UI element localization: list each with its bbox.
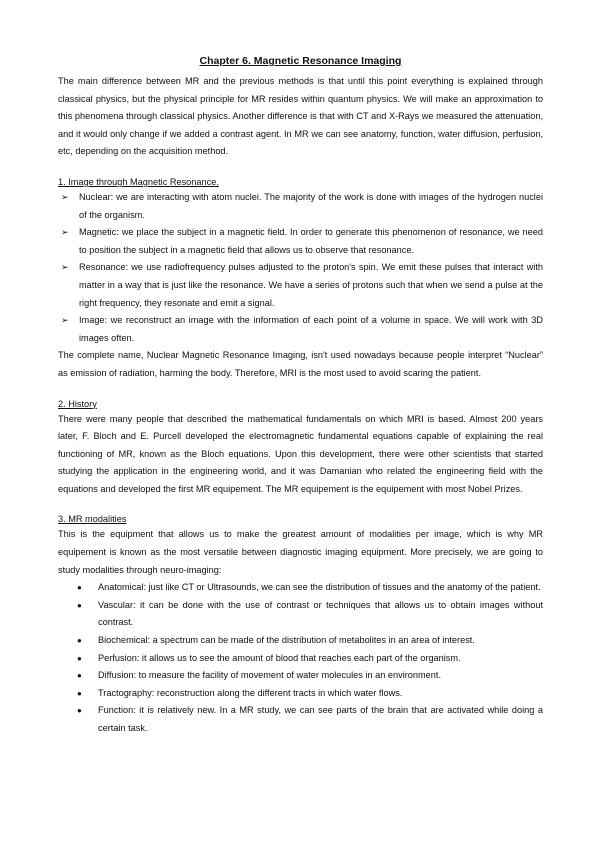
section-3-list [58,579,543,737]
arrow-bullet-icon: ➢ [61,191,69,202]
list-item: ● Anatomical: just like CT or Ultrasounds, we can see the distribution of tissues and the anatomy of the patient. [58,579,543,597]
section-3-heading: 3. MR modalities [58,514,127,525]
dot-bullet-icon: ● [77,653,82,663]
list-item: ➢ Image: we reconstruct an image with the information of each point of a volume in space. We will work with 3D images often. [58,312,543,347]
dot-bullet-icon: ● [77,600,82,610]
section-2-body: There were many people that described the mathematical fundamentals on which MRI is based. Almost 200 years later, F. Bloch and E. Purcell developed the electromagnetic fundamental equations capable of explaining the real functioning of MR, known as the Bloch equations. Upon this development, there were other scientists that started studying the application in the engineering world, and it was Damanian who related the engineering field with the equations and developed the first MR equipement. The MR equipement is the equipement with most Nobel Prizes. [58,413,543,494]
dot-bullet-icon: ● [77,583,82,593]
page-title: Chapter 6. Magnetic Resonance Imaging [199,55,402,67]
list-item: ➢ Magnetic: we place the subject in a magnetic field. In order to generate this phenomenon of resonance, we need to position the subject in a magnetic field that allows us to observe that resonance. [58,224,543,259]
list-item: ● Diffusion: to measure the facility of movement of water molecules in an environment. [58,667,543,685]
dot-bullet-icon: ● [77,688,82,698]
dot-bullet-icon: ● [77,671,82,681]
list-item: ● Vascular: it can be done with the use of contrast or techniques that allows us to obtain images without contrast. [58,597,543,632]
section-3-body: This is the equipment that allows us to make the greatest amount of modalities per image, which is why MR equipement is known as the most versatile between diagnostic imaging equipment. More precisely, we are going to study modalities through neuro-imaging: [58,529,543,575]
section-1-list [58,189,543,347]
list-item: ➢ Resonance: we use radiofrequency pulses adjusted to the proton's spin. We emit these pulses that interact with matter in a way that is just like the resonance. We have a series of protons such that when we send a pulse at the right frequency, they resonate and emit a signal. [58,259,543,312]
arrow-bullet-icon: ➢ [61,227,69,238]
list-item: ● Tractography: reconstruction along the different tracts in which water flows. [58,685,543,703]
arrow-bullet-icon: ➢ [61,315,69,326]
list-item: ● Biochemical: a spectrum can be made of the distribution of metabolites in an area of interest. [58,632,543,650]
dot-bullet-icon: ● [77,636,82,646]
list-item: ➢ Nuclear: we are interacting with atom nuclei. The majority of the work is done with images of the hydrogen nuclei of the organism. [58,189,543,224]
list-item: ● Perfusion: it allows us to see the amount of blood that reaches each part of the organism. [58,650,543,668]
intro-paragraph: The main difference between MR and the previous methods is that until this point everything is explained through classical physics, but the physical principle for MR resides within quantum physics. We will make an approximation to this phenomena through classical physics. Another difference is that with CT and X-Rays we measured the attenuation, and it would only change if we added a contrast agent. In MR we can see anatomy, function, water diffusion, perfusion, etc, depending on the acquisition method. [58,76,543,157]
dot-bullet-icon: ● [77,706,82,716]
section-2-heading: 2. History [58,398,97,409]
list-item: ● Function: it is relatively new. In a MR study, we can see parts of the brain that are activated while doing a certain task. [58,702,543,737]
arrow-bullet-icon: ➢ [61,262,69,273]
section-1-closing: The complete name, Nuclear Magnetic Resonance Imaging, isn't used nowadays because people interpret “Nuclear” as emission of radiation, harming the body. Therefore, MRI is the most used to avoid scaring the patient. [58,350,543,378]
section-1-heading: 1. Image through Magnetic Resonance. [58,176,219,187]
